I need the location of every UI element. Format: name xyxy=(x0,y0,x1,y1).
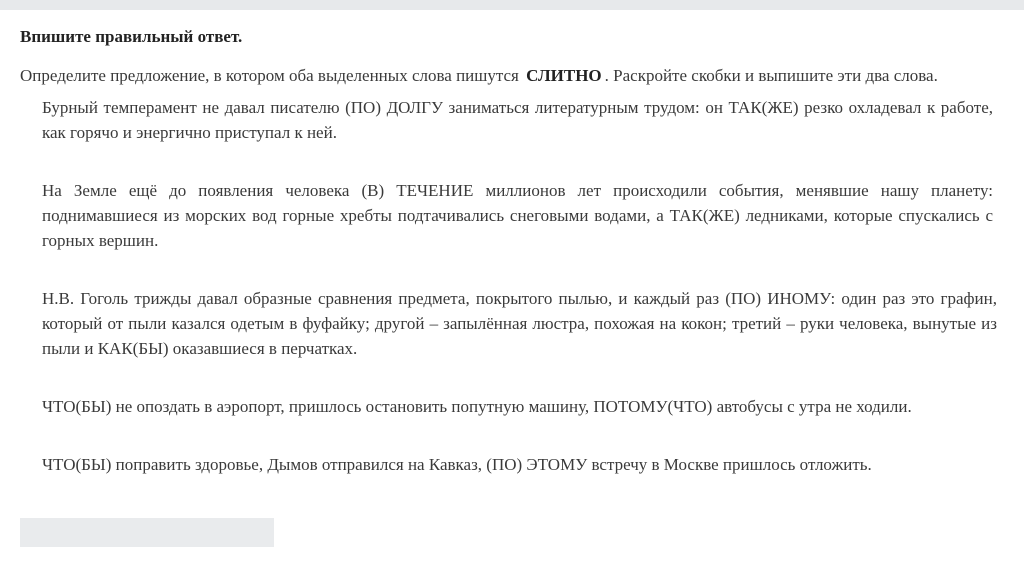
option-3: Н.В. Гоголь трижды давал образные сравнения предмета, покрытого пылью, и каждый раз (ПО) ИНОМУ: один раз это графин, который от пыли казался одетым в фуфайку; другой – запылённая люстра, похожая на кокон; третий – руки человека, вынутые из пыли и КАК(БЫ) оказавшиеся в перчатках. xyxy=(42,289,997,358)
task-instruction: Впишите правильный ответ. xyxy=(20,27,243,46)
question-text xyxy=(20,66,938,86)
answer-input[interactable] xyxy=(20,518,274,547)
option-2: На Земле ещё до появления человека (В) ТЕЧЕНИЕ миллионов лет происходили события, менявшие нашу планету: поднимавшиеся из морских вод горные хребты подтачивались снеговыми водами, а ТАК(ЖЕ) ледниками, которые спускались с горных вершин. xyxy=(42,181,993,250)
option-1: Бурный темперамент не давал писателю (ПО) ДОЛГУ заниматься литературным трудом: он ТАК(ЖЕ) резко охладевал к работе, как горячо и энергично приступал к ней. xyxy=(42,98,993,142)
option-4: ЧТО(БЫ) не опоздать в аэропорт, пришлось остановить попутную машину, ПОТОМУ(ЧТО) автобусы с утра не ходили. xyxy=(42,397,912,416)
option-5: ЧТО(БЫ) поправить здоровье, Дымов отправился на Кавказ, (ПО) ЭТОМУ встречу в Москве пришлось отложить. xyxy=(42,455,872,474)
question-text-after: . Раскройте скобки и выпишите эти два слова. xyxy=(604,66,938,85)
question-text-before: Определите предложение, в котором оба выделенных слова пишутся xyxy=(20,66,519,85)
top-bar xyxy=(0,0,1024,10)
question-emphasis: СЛИТНО xyxy=(526,66,602,85)
